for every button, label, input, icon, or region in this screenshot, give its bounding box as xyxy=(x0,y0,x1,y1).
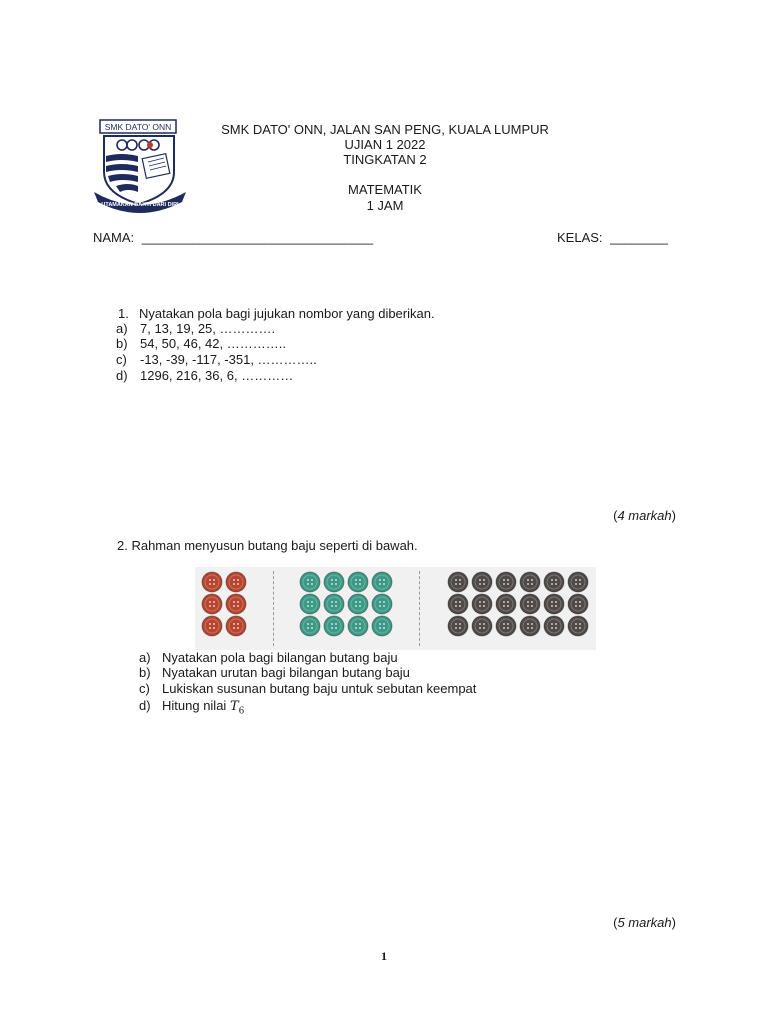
shirt-button xyxy=(448,572,468,592)
question-2d-text: Hitung nilai $T_6$ xyxy=(162,698,245,717)
shirt-button xyxy=(300,594,320,614)
question-1d-label: d) xyxy=(116,368,128,383)
question-2b-label: b) xyxy=(139,665,151,680)
question-1a-text: 7, 13, 19, 25, …………. xyxy=(140,321,276,336)
question-2c-label: c) xyxy=(139,681,150,696)
shirt-button xyxy=(348,616,368,636)
name-blank[interactable]: ________________________________ xyxy=(141,230,374,245)
question-1c-text: -13, -39, -117, -351, ………….. xyxy=(140,352,317,367)
question-2-text: 2. Rahman menyusun butang baju seperti di bawah. xyxy=(117,538,418,553)
school-crest-logo xyxy=(92,118,188,214)
question-1b-label: b) xyxy=(116,336,128,351)
shirt-button xyxy=(448,616,468,636)
shirt-button xyxy=(520,594,540,614)
shirt-button xyxy=(226,616,246,636)
question-2d-label: d) xyxy=(139,698,151,713)
shirt-button xyxy=(300,572,320,592)
question-1-number: 1. xyxy=(118,306,129,321)
name-label: NAMA: xyxy=(93,230,135,245)
shirt-buttons-figure xyxy=(195,567,596,650)
shirt-button xyxy=(496,594,516,614)
shirt-button xyxy=(202,572,222,592)
shirt-button xyxy=(348,594,368,614)
shirt-button xyxy=(372,616,392,636)
shirt-button xyxy=(226,594,246,614)
shirt-button xyxy=(544,572,564,592)
question-2c-text: Lukiskan susunan butang baju untuk sebutan keempat xyxy=(162,681,477,696)
shirt-button xyxy=(544,616,564,636)
shirt-button xyxy=(520,572,540,592)
school-name: SMK DATO' ONN, JALAN SAN PENG, KUALA LUMPUR xyxy=(221,122,549,137)
shirt-button xyxy=(324,616,344,636)
svg-text:SMK DATO' ONN: SMK DATO' ONN xyxy=(104,122,172,132)
shirt-button xyxy=(568,572,588,592)
exam-duration: 1 JAM xyxy=(366,198,404,213)
question-1a-label: a) xyxy=(116,321,128,336)
question-1c-label: c) xyxy=(116,352,127,367)
shirt-button xyxy=(568,616,588,636)
shirt-button xyxy=(372,572,392,592)
shirt-button xyxy=(348,572,368,592)
shirt-button xyxy=(520,616,540,636)
shirt-button xyxy=(202,594,222,614)
exam-title: UJIAN 1 2022 xyxy=(344,137,426,152)
page-number: 1 xyxy=(381,949,387,963)
shirt-button xyxy=(472,594,492,614)
shirt-button xyxy=(472,572,492,592)
class-blank[interactable]: ________ xyxy=(610,230,668,245)
question-2a-label: a) xyxy=(139,650,151,665)
shirt-button xyxy=(448,594,468,614)
shirt-button xyxy=(372,594,392,614)
svg-text:UTAMAKAN BAKTI DARI DIRI: UTAMAKAN BAKTI DARI DIRI xyxy=(101,202,179,208)
shirt-button xyxy=(472,616,492,636)
shirt-button xyxy=(568,594,588,614)
subject-title: MATEMATIK xyxy=(348,182,422,197)
question-1-marks: (4 markah) xyxy=(613,508,676,523)
question-2a-text: Nyatakan pola bagi bilangan butang baju xyxy=(162,650,398,665)
shirt-button xyxy=(202,616,222,636)
name-field[interactable] xyxy=(93,230,373,245)
shirt-button xyxy=(496,572,516,592)
math-T6: $T_6$ xyxy=(229,699,245,717)
shirt-button xyxy=(300,616,320,636)
question-1b-text: 54, 50, 46, 42, ………….. xyxy=(140,336,286,351)
class-field[interactable] xyxy=(557,230,668,245)
question-1-text: Nyatakan pola bagi jujukan nombor yang diberikan. xyxy=(139,306,435,321)
question-2b-text: Nyatakan urutan bagi bilangan butang baju xyxy=(162,665,410,680)
shirt-button xyxy=(496,616,516,636)
shirt-button xyxy=(324,572,344,592)
shirt-button xyxy=(226,572,246,592)
question-1d-text: 1296, 216, 36, 6, ………… xyxy=(140,368,294,383)
question-2-marks: (5 markah) xyxy=(613,915,676,930)
shirt-button xyxy=(324,594,344,614)
form-level: TINGKATAN 2 xyxy=(343,152,427,167)
shirt-button xyxy=(544,594,564,614)
class-label: KELAS: xyxy=(557,230,603,245)
